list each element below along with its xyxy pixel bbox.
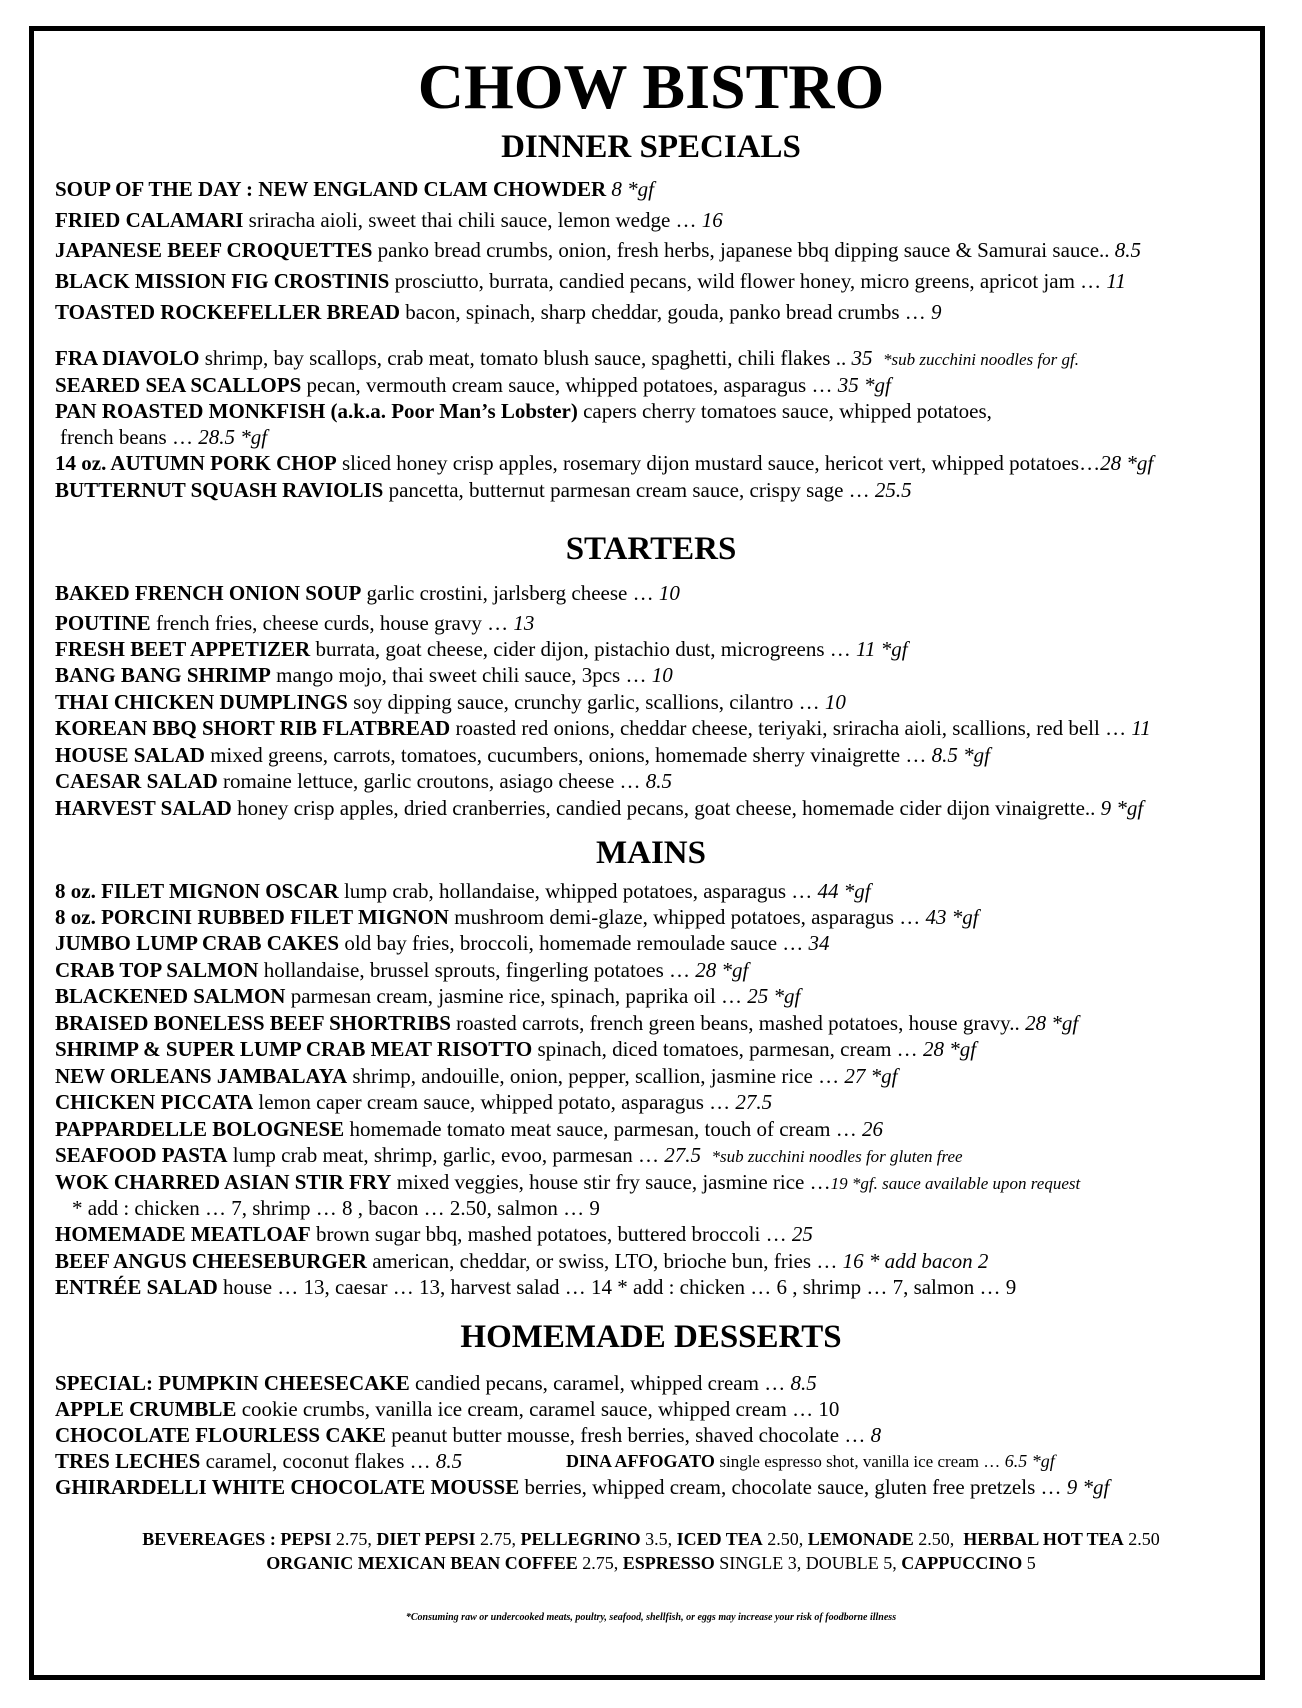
menu-item: ENTRÉE SALAD house … 13, caesar … 13, harvest salad … 14 * add : chicken … 6 , shrimp … 7, salmon … 9 — [55, 1275, 1017, 1299]
menu-item: SPECIAL: PUMPKIN CHEESECAKE candied pecans, caramel, whipped cream … 8.5 — [55, 1371, 817, 1395]
section-title-starters: STARTERS — [565, 531, 737, 567]
menu-item: APPLE CRUMBLE cookie crumbs, vanilla ice cream, caramel sauce, whipped cream … 10 — [55, 1397, 840, 1421]
menu-item: CAESAR SALAD romaine lettuce, garlic croutons, asiago cheese … 8.5 — [55, 769, 673, 793]
menu-item-continued: french beans … 28.5 *gf — [60, 425, 268, 449]
menu-item: 8 oz. PORCINI RUBBED FILET MIGNON mushroom demi-glaze, whipped potatoes, asparagus … 43 *gf — [55, 905, 979, 929]
menu-item: BLACKENED SALMON parmesan cream, jasmine rice, spinach, paprika oil … 25 *gf — [55, 984, 801, 1008]
menu-item: TOASTED ROCKEFELLER BREAD bacon, spinach, sharp cheddar, gouda, panko bread crumbs … 9 — [55, 300, 942, 324]
menu-item: WOK CHARRED ASIAN STIR FRY mixed veggies, house stir fry sauce, jasmine rice …19 *gf. sauce available upon request — [55, 1170, 1081, 1194]
menu-item: FRESH BEET APPETIZER burrata, goat cheese, cider dijon, pistachio dust, microgreens … 11 *gf — [55, 637, 908, 661]
menu-item: PAPPARDELLE BOLOGNESE homemade tomato meat sauce, parmesan, touch of cream … 26 — [55, 1117, 883, 1141]
menu-item: BLACK MISSION FIG CROSTINIS prosciutto, burrata, candied pecans, wild flower honey, micro greens, apricot jam … 11 — [55, 269, 1126, 293]
foodborne-illness-disclaimer: *Consuming raw or undercooked meats, poultry, seafood, shellfish, or eggs may increase your risk of foodborne illness — [405, 1612, 897, 1623]
menu-item: GHIRARDELLI WHITE CHOCOLATE MOUSSE berries, whipped cream, chocolate sauce, gluten free pretzels … 9 *gf — [55, 1475, 1110, 1499]
menu-item: CRAB TOP SALMON hollandaise, brussel sprouts, fingerling potatoes … 28 *gf — [55, 958, 749, 982]
menu-item: SOUP OF THE DAY : NEW ENGLAND CLAM CHOWDER 8 *gf — [55, 177, 654, 201]
menu-item: SHRIMP & SUPER LUMP CRAB MEAT RISOTTO spinach, diced tomatoes, parmesan, cream … 28 *gf — [55, 1037, 977, 1061]
menu-item: SEAFOOD PASTA lump crab meat, shrimp, garlic, evoo, parmesan … 27.5 *sub zucchini noodles for gluten free — [55, 1143, 963, 1167]
menu-item: HARVEST SALAD honey crisp apples, dried cranberries, candied pecans, goat cheese, homemade cider dijon vinaigrette.. 9 *gf — [55, 796, 1144, 820]
menu-item: POUTINE french fries, cheese curds, house gravy … 13 — [55, 611, 535, 635]
menu-item: JAPANESE BEEF CROQUETTES panko bread crumbs, onion, fresh herbs, japanese bbq dipping sauce & Samurai sauce.. 8.5 — [55, 238, 1142, 262]
restaurant-name: CHOW BISTRO — [417, 51, 885, 122]
menu-item: FRIED CALAMARI sriracha aioli, sweet thai chili sauce, lemon wedge … 16 — [55, 208, 723, 232]
menu-item: CHICKEN PICCATA lemon caper cream sauce, whipped potato, asparagus … 27.5 — [55, 1090, 773, 1114]
menu-item: BEEF ANGUS CHEESEBURGER american, cheddar, or swiss, LTO, brioche bun, fries … 16 * add bacon 2 — [55, 1249, 989, 1273]
section-title-specials: DINNER SPECIALS — [501, 129, 801, 165]
beverages-line-2: ORGANIC MEXICAN BEAN COFFEE 2.75, ESPRESSO SINGLE 3, DOUBLE 5, CAPPUCCINO 5 — [266, 1553, 1036, 1573]
menu-item: NEW ORLEANS JAMBALAYA shrimp, andouille, onion, pepper, scallion, jasmine rice … 27 *gf — [55, 1064, 898, 1088]
menu-item: 14 oz. AUTUMN PORK CHOP sliced honey crisp apples, rosemary dijon mustard sauce, hericot vert, whipped potatoes…28 *gf — [55, 451, 1154, 475]
menu-item: HOMEMADE MEATLOAF brown sugar bbq, mashed potatoes, buttered broccoli … 25 — [55, 1222, 813, 1246]
section-title-mains: MAINS — [595, 835, 706, 871]
menu-item: JUMBO LUMP CRAB CAKES old bay fries, broccoli, homemade remoulade sauce … 34 — [55, 931, 830, 955]
menu-item: KOREAN BBQ SHORT RIB FLATBREAD roasted red onions, cheddar cheese, teriyaki, sriracha aioli, scallions, red bell … 11 — [55, 716, 1151, 740]
beverages-line-1: BEVEREAGES : PEPSI 2.75, DIET PEPSI 2.75, PELLEGRINO 3.5, ICED TEA 2.50, LEMONADE 2.50, HERBAL HOT TEA 2.50 — [142, 1529, 1160, 1549]
menu-item: PAN ROASTED MONKFISH (a.k.a. Poor Man’s Lobster) capers cherry tomatoes sauce, whipped potatoes, — [55, 399, 992, 423]
menu-item: 8 oz. FILET MIGNON OSCAR lump crab, hollandaise, whipped potatoes, asparagus … 44 *gf — [55, 879, 871, 903]
menu-item: BRAISED BONELESS BEEF SHORTRIBS roasted carrots, french green beans, mashed potatoes, house gravy.. 28 *gf — [55, 1011, 1079, 1035]
menu-item: DINA AFFOGATO single espresso shot, vanilla ice cream … 6.5 *gf — [566, 1451, 1055, 1471]
menu-item: HOUSE SALAD mixed greens, carrots, tomatoes, cucumbers, onions, homemade sherry vinaigrette … 8.5 *gf — [55, 743, 990, 767]
menu-item: CHOCOLATE FLOURLESS CAKE peanut butter mousse, fresh berries, shaved chocolate … 8 — [55, 1423, 882, 1447]
menu-item-addons: * add : chicken … 7, shrimp … 8 , bacon … 2.50, salmon … 9 — [72, 1196, 600, 1220]
menu-item: BAKED FRENCH ONION SOUP garlic crostini, jarlsberg cheese … 10 — [55, 581, 680, 605]
menu-item: BUTTERNUT SQUASH RAVIOLIS pancetta, butternut parmesan cream sauce, crispy sage … 25.5 — [55, 478, 912, 502]
menu-item: SEARED SEA SCALLOPS pecan, vermouth cream sauce, whipped potatoes, asparagus … 35 *gf — [55, 373, 891, 397]
menu-item: THAI CHICKEN DUMPLINGS soy dipping sauce, crunchy garlic, scallions, cilantro … 10 — [55, 690, 846, 714]
section-title-desserts: HOMEMADE DESSERTS — [460, 1319, 842, 1355]
menu-item: TRES LECHES caramel, coconut flakes … 8.5 — [55, 1449, 463, 1473]
menu-item: BANG BANG SHRIMP mango mojo, thai sweet chili sauce, 3pcs … 10 — [55, 663, 673, 687]
menu-item: FRA DIAVOLO shrimp, bay scallops, crab meat, tomato blush sauce, spaghetti, chili flakes .. 35 *sub zucchini noodles for gf. — [55, 346, 1079, 370]
